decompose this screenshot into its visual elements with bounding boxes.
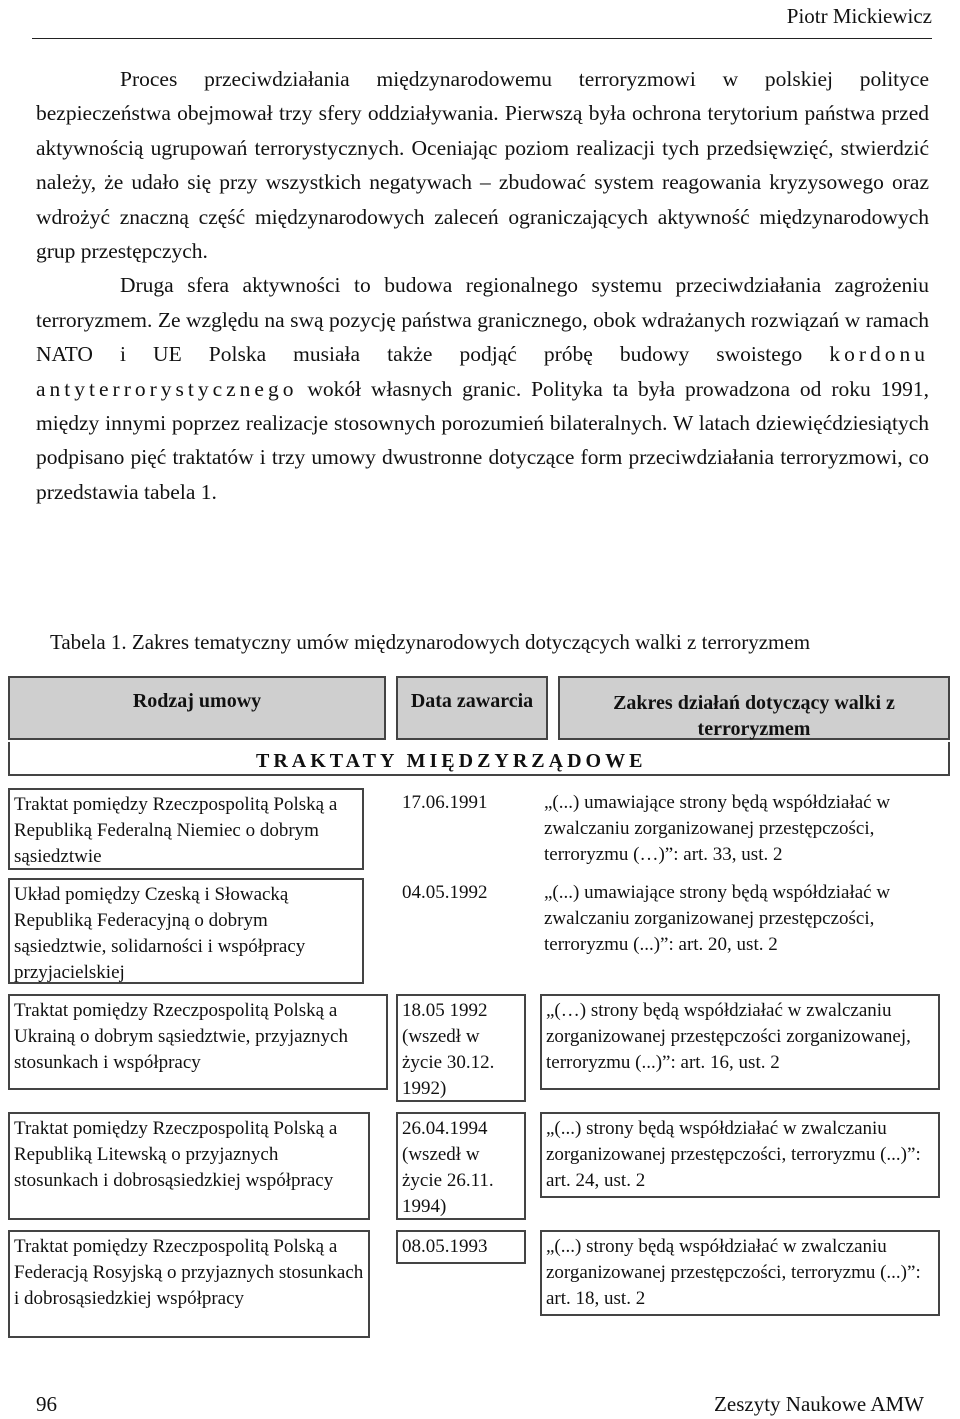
table-row-3-scope: „(…) strony będą współdziałać w zwalczaniu zorganizowanej przestępczości zorganizowanej, terroryzmu (...)”: art. 16, ust. 2 (540, 994, 940, 1090)
table-row-2-scope: „(...) umawiające strony będą współdziałać w zwalczaniu zorganizowanej przestępczości, terroryzmu (...)”: art. 20, ust. 2 (544, 882, 891, 955)
table-row-5-date: 08.05.1993 (396, 1230, 526, 1264)
table-row-1-type: Traktat pomiędzy Rzeczpospolitą Polską a Republiką Federalną Niemiec o dobrym sąsiedztwie (8, 788, 364, 870)
header-date-label: Data zawarcia (410, 690, 534, 712)
table-row-2-date: 04.05.1992 (402, 882, 488, 903)
table-row-4-date: 26.04.1994 (wszedł w życie 26.11. 1994) (396, 1112, 526, 1220)
section-title: TRAKTATY MIĘDZYRZĄDOWE (256, 750, 647, 772)
page-header (32, 0, 932, 39)
page-number: 96 (36, 1392, 57, 1416)
header-type-label: Rodzaj umowy (132, 690, 262, 712)
running-head-author: Piotr Mickiewicz (786, 4, 932, 28)
table-header-scope (558, 676, 950, 740)
table-row-3-date: 18.05 1992 (wszedł w życie 30.12. 1992) (396, 994, 526, 1102)
article-body (36, 62, 929, 509)
table-row-1-date: 17.06.1991 (402, 792, 488, 813)
table-header-type (8, 676, 386, 740)
table-row-5-scope: „(...) strony będą współdziałać w zwalczaniu zorganizowanej przestępczości, terroryzmu (...)”: art. 18, ust. 2 (540, 1230, 940, 1316)
paragraph-2 (36, 268, 929, 509)
paragraph-1: Proces przeciwdziałania międzynarodowemu terroryzmowi w polskiej polityce bezpieczeństwa obejmował trzy sfery oddziaływania. Pierwszą była ochrona terytorium państwa przed aktywnością ugrupowań terrorystycznych. Oceniając poziom realizacji tych przedsięwzięć, stwierdzić należy, że udało się przy wszystkich negatywach – zbudować system reagowania kryzysowego oraz wdrożyć znaczną część międzynarodowych zaleceń ograniczających aktywność międzynarodowych grup przestępczych. (36, 67, 929, 264)
table-caption: Tabela 1. Zakres tematyczny umów międzynarodowych dotyczących walki z terroryzmem (50, 630, 811, 654)
header-scope-label: Zakres działań dotyczący walki z terroryzmem (613, 692, 895, 740)
table-row-1-scope: „(...) umawiające strony będą współdziałać w zwalczaniu zorganizowanej przestępczości, terroryzmu (…)”: art. 33, ust. 2 (544, 792, 891, 865)
table-row-4-type: Traktat pomiędzy Rzeczpospolitą Polską a Republiką Litewską o przyjaznych stosunkach i dobrosąsiedzkiej współpracy (8, 1112, 370, 1220)
paragraph-2-start: Druga sfera aktywności to budowa regionalnego systemu przeciwdziałania zagrożeniu terroryzmem. Ze względu na swą pozycję państwa granicznego, obok wdrażanych rozwiązań w ramach NATO i UE Polska musiała także podjąć próbę budowy swoistego (36, 273, 929, 367)
table-row-2-type: Układ pomiędzy Czeską i Słowacką Republiką Federacyjną o dobrym sąsiedztwie, solidarności i współpracy przyjacielskiej (8, 878, 364, 984)
table-row-3-type: Traktat pomiędzy Rzeczpospolitą Polską a Ukrainą o dobrym sąsiedztwie, przyjaznych stosunkach i współpracy (8, 994, 388, 1090)
paragraph-2-end: wokół własnych granic. Polityka ta była prowadzona od roku 1991, między innymi poprzez realizacje stosownych porozumień bilateralnych. W latach dziewięćdziesiątych podpisano pięć traktatów i trzy umowy dwustronne dotyczące form przeciwdziałania terroryzmowi, co przedstawia tabela 1. (36, 376, 929, 504)
emphasized-phrase: kordonu antyterrorystycznego (36, 342, 929, 401)
table-header-date (396, 676, 548, 740)
table-row-4-scope: „(...) strony będą współdziałać w zwalczaniu zorganizowanej przestępczości, terroryzmu (...)”: art. 24, ust. 2 (540, 1112, 940, 1198)
journal-name: Zeszyty Naukowe AMW (714, 1392, 924, 1416)
table-row-5-type: Traktat pomiędzy Rzeczpospolitą Polską a Federacją Rosyjską o przyjaznych stosunkach i dobrosąsiedzkiej współpracy (8, 1230, 370, 1338)
